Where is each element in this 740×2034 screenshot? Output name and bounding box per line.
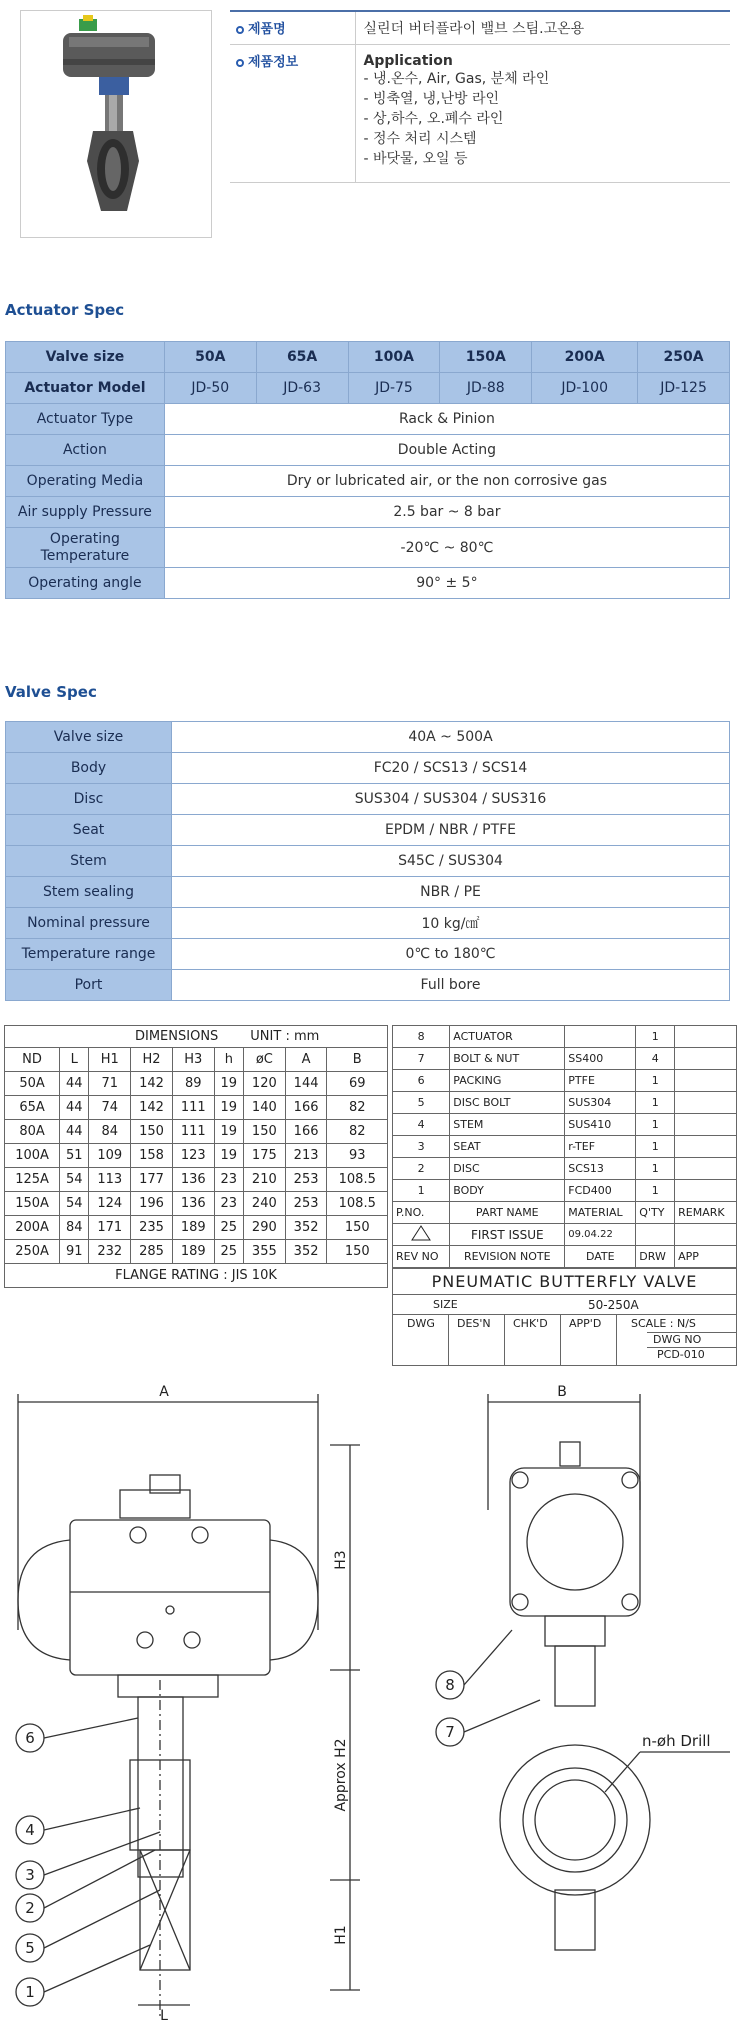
parts-cell: DISC BOLT — [450, 1092, 565, 1114]
rev-header-cell: REV NO — [393, 1246, 450, 1268]
dimension-cell: 84 — [60, 1216, 89, 1240]
parts-cell — [675, 1158, 737, 1180]
dim-label-a: A — [159, 1384, 169, 1400]
application-line: - 냉.온수, Air, Gas, 분체 라인 — [363, 71, 550, 87]
parts-cell: 7 — [393, 1048, 450, 1070]
parts-cell: 1 — [636, 1092, 675, 1114]
sign-cell — [505, 1315, 561, 1365]
application-line: - 바닷물, 오일 등 — [363, 151, 468, 167]
dimensions-body — [5, 1072, 388, 1264]
dimension-cell: 82 — [327, 1120, 388, 1144]
dim-col-header: ND — [5, 1048, 60, 1072]
parts-cell: BOLT & NUT — [450, 1048, 565, 1070]
dimension-cell: 150 — [131, 1120, 173, 1144]
spec-row-label: Stem — [6, 846, 172, 877]
dimension-cell: 109 — [89, 1144, 131, 1168]
parts-cell: 1 — [636, 1070, 675, 1092]
dimension-cell: 44 — [60, 1072, 89, 1096]
dim-col-header: H3 — [172, 1048, 214, 1072]
rev-header-cell: DATE — [565, 1246, 636, 1268]
dim-label-h2: Approx H2 — [333, 1738, 349, 1812]
dimension-cell: 69 — [327, 1072, 388, 1096]
dimension-cell: 19 — [214, 1144, 243, 1168]
parts-cell: 6 — [393, 1070, 450, 1092]
dimension-cell: 166 — [285, 1120, 327, 1144]
dimension-cell: 150 — [327, 1216, 388, 1240]
bullet-icon — [236, 26, 244, 34]
dimension-cell: 232 — [89, 1240, 131, 1264]
parts-cell — [675, 1136, 737, 1158]
dimension-row — [5, 1072, 388, 1096]
spec-row-label: Air supply Pressure — [6, 497, 165, 528]
rev-header-cell: DRW — [636, 1246, 675, 1268]
parts-cell: FCD400 — [565, 1180, 636, 1202]
spec-row-value: S45C / SUS304 — [172, 846, 730, 877]
spec-row-label: Actuator Type — [6, 404, 165, 435]
parts-cell — [675, 1026, 737, 1048]
dimension-cell: 74 — [89, 1096, 131, 1120]
sign-cell — [561, 1315, 617, 1365]
dimension-row — [5, 1144, 388, 1168]
sign-label: APP'D — [569, 1317, 602, 1330]
dimension-cell: 140 — [243, 1096, 285, 1120]
dimension-cell: 200A — [5, 1216, 60, 1240]
sign-label: CHK'D — [513, 1317, 548, 1330]
size-header: 250A — [638, 342, 730, 373]
dimension-cell: 23 — [214, 1168, 243, 1192]
parts-row — [393, 1026, 737, 1048]
valve-size-header: Valve size — [6, 342, 165, 373]
parts-cell: SEAT — [450, 1136, 565, 1158]
spec-row-value: 10 kg/㎠ — [172, 908, 730, 939]
dimension-cell: 136 — [172, 1192, 214, 1216]
dimension-cell: 82 — [327, 1096, 388, 1120]
dimension-cell: 19 — [214, 1096, 243, 1120]
parts-header-cell: MATERIAL — [565, 1202, 636, 1224]
dim-col-header: H2 — [131, 1048, 173, 1072]
balloon-label: 1 — [25, 1983, 35, 2001]
issue-mark-cell — [393, 1224, 450, 1246]
drill-note: n-øh Drill — [642, 1732, 711, 1750]
dimension-cell: 171 — [89, 1216, 131, 1240]
issue-text: FIRST ISSUE — [450, 1224, 565, 1246]
parts-cell: SCS13 — [565, 1158, 636, 1180]
dimension-cell: 54 — [60, 1192, 89, 1216]
parts-row — [393, 1114, 737, 1136]
dimension-cell: 150 — [327, 1240, 388, 1264]
parts-cell: SS400 — [565, 1048, 636, 1070]
parts-row — [393, 1180, 737, 1202]
parts-row — [393, 1070, 737, 1092]
dimension-row — [5, 1168, 388, 1192]
dim-label-h1: H1 — [333, 1925, 349, 1945]
spec-row-value: Rack & Pinion — [164, 404, 729, 435]
dimension-cell: 89 — [172, 1072, 214, 1096]
dimension-cell: 25 — [214, 1216, 243, 1240]
dim-col-header: øC — [243, 1048, 285, 1072]
product-info-table — [230, 10, 730, 183]
valve-spec-title: Valve Spec — [5, 683, 97, 701]
dimension-cell: 253 — [285, 1168, 327, 1192]
sign-row — [393, 1315, 736, 1365]
spec-row-value: 2.5 bar ~ 8 bar — [164, 497, 729, 528]
product-photo — [21, 11, 211, 237]
sign-cell — [449, 1315, 505, 1365]
parts-header-cell: P.NO. — [393, 1202, 450, 1224]
dimension-cell: 142 — [131, 1096, 173, 1120]
revision-triangle-icon — [411, 1225, 431, 1241]
parts-row — [393, 1136, 737, 1158]
spec-row-label: Valve size — [6, 722, 172, 753]
spec-row-value: FC20 / SCS13 / SCS14 — [172, 753, 730, 784]
dimension-cell: 91 — [60, 1240, 89, 1264]
dimension-cell: 175 — [243, 1144, 285, 1168]
spec-row-value: Double Acting — [164, 435, 729, 466]
model-cell: JD-50 — [164, 373, 256, 404]
spec-row-value: EPDM / NBR / PTFE — [172, 815, 730, 846]
dimension-cell: 93 — [327, 1144, 388, 1168]
actuator-spec-table — [5, 341, 730, 599]
dwg-no-block — [617, 1315, 736, 1365]
dimension-cell: 51 — [60, 1144, 89, 1168]
model-cell: JD-100 — [532, 373, 638, 404]
dimension-cell: 44 — [60, 1096, 89, 1120]
rev-header-cell: REVISION NOTE — [450, 1246, 565, 1268]
bullet-icon — [236, 59, 244, 67]
parts-cell: 3 — [393, 1136, 450, 1158]
dimension-cell: 142 — [131, 1072, 173, 1096]
parts-header-cell: Q'TY — [636, 1202, 675, 1224]
spec-row-label: Operating angle — [6, 568, 165, 599]
dimension-cell: 19 — [214, 1120, 243, 1144]
actuator-spec-title: Actuator Spec — [5, 301, 125, 319]
parts-cell: 1 — [636, 1136, 675, 1158]
dimension-cell: 108.5 — [327, 1168, 388, 1192]
parts-cell: PTFE — [565, 1070, 636, 1092]
dimension-cell: 123 — [172, 1144, 214, 1168]
spec-row-label: Disc — [6, 784, 172, 815]
dimension-cell: 352 — [285, 1216, 327, 1240]
rev-header-cell: APP — [675, 1246, 737, 1268]
dimension-cell: 150A — [5, 1192, 60, 1216]
parts-cell: STEM — [450, 1114, 565, 1136]
dim-col-header: h — [214, 1048, 243, 1072]
application-title: Application — [363, 53, 453, 69]
dimension-cell: 166 — [285, 1096, 327, 1120]
dimension-cell: 210 — [243, 1168, 285, 1192]
parts-row — [393, 1048, 737, 1070]
dimension-cell: 80A — [5, 1120, 60, 1144]
parts-cell: BODY — [450, 1180, 565, 1202]
spec-row-value: NBR / PE — [172, 877, 730, 908]
spec-row-label: Seat — [6, 815, 172, 846]
dimension-cell: 196 — [131, 1192, 173, 1216]
balloon-label: 6 — [25, 1729, 35, 1747]
dimension-cell: 65A — [5, 1096, 60, 1120]
actuator-model-header: Actuator Model — [6, 373, 165, 404]
product-name-value: 실린더 버터플라이 밸브 스팀.고온용 — [355, 11, 730, 45]
application-line: - 상,하수, 오.폐수 라인 — [363, 111, 504, 127]
dimension-cell: 111 — [172, 1096, 214, 1120]
actuator-top — [120, 1490, 190, 1518]
dim-col-header: A — [285, 1048, 327, 1072]
spec-row-label: Operating Media — [6, 466, 165, 497]
sign-label: DES'N — [457, 1317, 491, 1330]
parts-cell: 4 — [636, 1048, 675, 1070]
parts-cell: ACTUATOR — [450, 1026, 565, 1048]
dimension-cell: 71 — [89, 1072, 131, 1096]
dimensions-title: DIMENSIONS — [135, 1029, 219, 1044]
spec-row-label: Action — [6, 435, 165, 466]
dimension-cell: 54 — [60, 1168, 89, 1192]
product-photo-frame — [20, 10, 212, 238]
dimension-cell: 108.5 — [327, 1192, 388, 1216]
dwg-no: PCD-010 — [657, 1348, 705, 1361]
dimensions-unit: UNIT : mm — [250, 1029, 320, 1044]
scale: SCALE : N/S — [631, 1317, 696, 1330]
dimension-cell: 150 — [243, 1120, 285, 1144]
parts-cell — [675, 1114, 737, 1136]
product-name-label-cell — [230, 11, 355, 45]
dimension-cell: 19 — [214, 1072, 243, 1096]
parts-cell: PACKING — [450, 1070, 565, 1092]
application-line: - 정수 처리 시스템 — [363, 131, 477, 147]
product-info-value — [355, 45, 730, 183]
valve-spec-table — [5, 721, 730, 1001]
size-header: 200A — [532, 342, 638, 373]
dimension-cell: 177 — [131, 1168, 173, 1192]
parts-cell: 1 — [636, 1026, 675, 1048]
dimension-cell: 44 — [60, 1120, 89, 1144]
spec-row-label: Operating Temperature — [6, 528, 165, 568]
dimension-cell: 113 — [89, 1168, 131, 1192]
size-value: 50-250A — [588, 1298, 639, 1312]
dimension-cell: 285 — [131, 1240, 173, 1264]
dimensions-table — [4, 1025, 388, 1288]
actuator-end-cap-left — [18, 1540, 70, 1660]
model-cell: JD-125 — [638, 373, 730, 404]
size-label: SIZE — [433, 1298, 458, 1311]
technical-drawing — [0, 1380, 740, 2034]
model-cell: JD-63 — [256, 373, 348, 404]
size-header: 100A — [348, 342, 440, 373]
dimension-cell: 136 — [172, 1168, 214, 1192]
spec-row-label: Port — [6, 970, 172, 1001]
dimension-cell: 120 — [243, 1072, 285, 1096]
parts-table — [392, 1025, 737, 1268]
parts-cell: SUS304 — [565, 1092, 636, 1114]
balloon-label: 3 — [25, 1866, 35, 1884]
parts-cell: 4 — [393, 1114, 450, 1136]
parts-cell — [675, 1180, 737, 1202]
parts-body — [393, 1026, 737, 1202]
parts-cell: 5 — [393, 1092, 450, 1114]
size-header: 65A — [256, 342, 348, 373]
model-cell: JD-88 — [440, 373, 532, 404]
spec-row-label: Temperature range — [6, 939, 172, 970]
issue-empty — [675, 1224, 737, 1246]
dimension-row — [5, 1096, 388, 1120]
spec-row-value: -20℃ ~ 80℃ — [164, 528, 729, 568]
title-block — [392, 1268, 737, 1366]
product-info-label-cell — [230, 45, 355, 183]
actuator-side — [510, 1468, 640, 1616]
size-row — [393, 1295, 736, 1315]
dimension-cell: 111 — [172, 1120, 214, 1144]
parts-cell: 2 — [393, 1158, 450, 1180]
dimension-cell: 100A — [5, 1144, 60, 1168]
dim-col-header: L — [60, 1048, 89, 1072]
issue-date: 09.04.22 — [565, 1224, 636, 1246]
dimension-cell: 158 — [131, 1144, 173, 1168]
balloon-label: 7 — [445, 1723, 455, 1741]
actuator-end-cap-right — [270, 1540, 318, 1660]
dimensions-header — [5, 1026, 388, 1048]
parts-row — [393, 1158, 737, 1180]
spec-row-label: Stem sealing — [6, 877, 172, 908]
spec-row-label: Nominal pressure — [6, 908, 172, 939]
size-header: 150A — [440, 342, 532, 373]
dim-col-header: H1 — [89, 1048, 131, 1072]
parts-cell: 1 — [636, 1180, 675, 1202]
product-info-label: 제품정보 — [248, 55, 299, 70]
parts-cell: 1 — [393, 1180, 450, 1202]
spec-row-value: 0℃ to 180℃ — [172, 939, 730, 970]
dimension-cell: 50A — [5, 1072, 60, 1096]
dimension-cell: 189 — [172, 1240, 214, 1264]
dimension-cell: 125A — [5, 1168, 60, 1192]
flange-rating: FLANGE RATING : JIS 10K — [5, 1264, 388, 1288]
dimension-cell: 25 — [214, 1240, 243, 1264]
dimension-cell: 84 — [89, 1120, 131, 1144]
balloon-label: 8 — [445, 1676, 455, 1694]
dimension-cell: 240 — [243, 1192, 285, 1216]
parts-header-cell: PART NAME — [450, 1202, 565, 1224]
dimension-row — [5, 1216, 388, 1240]
dimension-cell: 253 — [285, 1192, 327, 1216]
balloon-label: 5 — [25, 1939, 35, 1957]
spec-row-value: Full bore — [172, 970, 730, 1001]
dimension-cell: 189 — [172, 1216, 214, 1240]
dimension-cell: 352 — [285, 1240, 327, 1264]
parts-header-cell: REMARK — [675, 1202, 737, 1224]
spec-row-value: 90° ± 5° — [164, 568, 729, 599]
model-cell: JD-75 — [348, 373, 440, 404]
product-name-label: 제품명 — [248, 22, 286, 37]
spec-row-value: Dry or lubricated air, or the non corrosive gas — [164, 466, 729, 497]
sign-cell — [393, 1315, 449, 1365]
spec-row-value: SUS304 / SUS304 / SUS316 — [172, 784, 730, 815]
dimension-cell: 124 — [89, 1192, 131, 1216]
dimension-cell: 355 — [243, 1240, 285, 1264]
dim-label-b: B — [557, 1384, 567, 1400]
parts-cell — [675, 1048, 737, 1070]
dimension-row — [5, 1192, 388, 1216]
parts-cell: 1 — [636, 1114, 675, 1136]
dim-label-l: L — [160, 2008, 168, 2024]
parts-cell: r-TEF — [565, 1136, 636, 1158]
parts-cell: 1 — [636, 1158, 675, 1180]
dimension-cell: 213 — [285, 1144, 327, 1168]
parts-cell: 8 — [393, 1026, 450, 1048]
dimension-cell: 23 — [214, 1192, 243, 1216]
issue-empty — [636, 1224, 675, 1246]
dim-col-header: B — [327, 1048, 388, 1072]
parts-cell: SUS410 — [565, 1114, 636, 1136]
drawing-title: PNEUMATIC BUTTERFLY VALVE — [393, 1269, 736, 1295]
dimension-cell: 144 — [285, 1072, 327, 1096]
dimension-row — [5, 1120, 388, 1144]
sign-label: DWG — [407, 1317, 435, 1330]
application-line: - 빙축열, 냉,난방 라인 — [363, 91, 499, 107]
parts-row — [393, 1092, 737, 1114]
spec-row-value: 40A ~ 500A — [172, 722, 730, 753]
parts-cell: DISC — [450, 1158, 565, 1180]
balloon-label: 4 — [25, 1821, 35, 1839]
balloon-label: 2 — [25, 1899, 35, 1917]
dim-label-h3: H3 — [333, 1550, 349, 1570]
dimension-cell: 235 — [131, 1216, 173, 1240]
dimension-cell: 250A — [5, 1240, 60, 1264]
dimension-cell: 290 — [243, 1216, 285, 1240]
parts-cell — [565, 1026, 636, 1048]
dimension-row — [5, 1240, 388, 1264]
parts-cell — [675, 1070, 737, 1092]
actuator-body — [70, 1520, 270, 1675]
size-header: 50A — [164, 342, 256, 373]
dwg-no-label: DWG NO — [653, 1333, 702, 1346]
spec-row-label: Body — [6, 753, 172, 784]
parts-cell — [675, 1092, 737, 1114]
